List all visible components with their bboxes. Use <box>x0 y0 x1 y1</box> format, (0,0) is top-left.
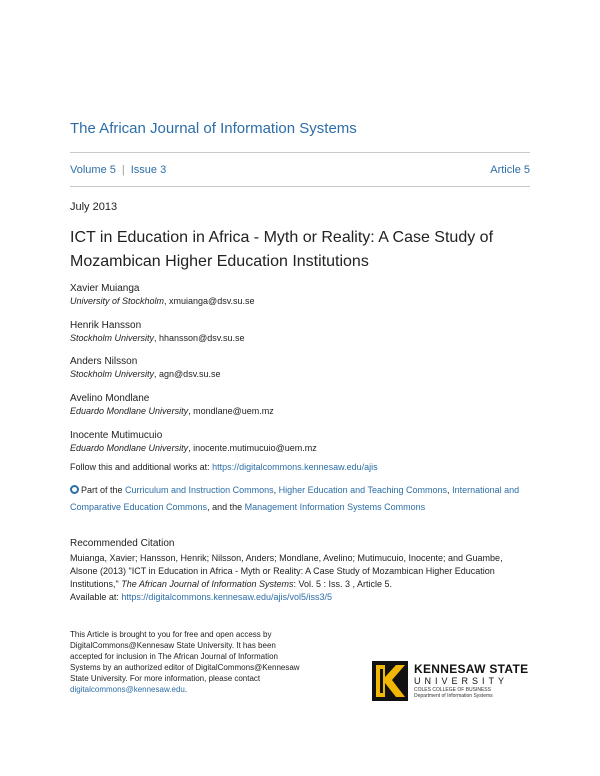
author-name: Anders Nilsson <box>70 356 138 367</box>
journal-title[interactable]: The African Journal of Information Systems <box>70 120 357 137</box>
affiliation-name: Stockholm University <box>70 369 155 379</box>
divider <box>70 152 530 153</box>
separator: , and the <box>207 502 245 512</box>
author-name: Xavier Muianga <box>70 283 140 294</box>
article-number[interactable]: Article 5 <box>490 164 530 176</box>
author-email: , agn@dsv.su.se <box>154 369 221 379</box>
author-block <box>70 319 245 345</box>
part-of-line <box>70 482 535 516</box>
author-name: Henrik Hansson <box>70 320 142 331</box>
logo-line-4: Department of Information Systems <box>414 693 493 699</box>
notice-end: . <box>184 685 188 694</box>
author-name: Inocente Mutimucuio <box>70 430 163 441</box>
author-name: Avelino Mondlane <box>70 393 150 404</box>
author-affiliation <box>70 405 274 418</box>
separator: , <box>447 485 453 495</box>
affiliation-name: Eduardo Mondlane University <box>70 443 189 453</box>
part-of-prefix: Part of the <box>81 485 126 495</box>
follow-line <box>70 462 378 472</box>
bepress-icon <box>70 485 79 494</box>
author-affiliation <box>70 442 317 455</box>
affiliation-name: Stockholm University <box>70 333 155 343</box>
notice-text: This Article is brought to you for free and open access by DigitalCommons@Kennesaw State University. It has been accepted for inclusion in The African Journal of Information Systems by an authorized editor of DigitalCommons@Kennesaw State University. For more information, please contact <box>70 630 300 683</box>
open-access-notice <box>70 629 305 695</box>
author-block <box>70 392 274 418</box>
citation-link[interactable]: https://digitalcommons.kennesaw.edu/ajis/vol5/iss3/5 <box>121 592 332 602</box>
author-affiliation <box>70 295 255 308</box>
kennesaw-logo <box>372 660 534 702</box>
issue-link[interactable]: Issue 3 <box>130 164 167 176</box>
volume-link[interactable]: Volume 5 <box>70 164 116 176</box>
publication-date: July 2013 <box>70 201 118 213</box>
volume-issue-line <box>70 164 166 176</box>
logo-line-3: COLES COLLEGE OF BUSINESS <box>414 687 491 693</box>
author-block <box>70 282 255 308</box>
affiliation-name: Eduardo Mondlane University <box>70 406 189 416</box>
author-email: , mondlane@uem.mz <box>188 406 274 416</box>
divider <box>70 186 530 187</box>
separator: , <box>273 485 279 495</box>
citation-volume: : Vol. 5 : Iss. 3 , Article 5. <box>293 579 393 589</box>
author-email: , hhansson@dsv.su.se <box>154 333 245 343</box>
follow-text: Follow this and additional works at: <box>70 462 213 472</box>
logo-line-1: KENNESAW STATE <box>414 662 529 676</box>
contact-email-link[interactable]: digitalcommons@kennesaw.edu <box>70 685 185 694</box>
author-block <box>70 355 221 381</box>
commons-link-higher-education[interactable]: Higher Education and Teaching Commons <box>278 485 448 495</box>
ksu-k-icon <box>372 661 408 701</box>
author-affiliation <box>70 332 245 345</box>
citation-authors-title: Muianga, Xavier; Hansson, Henrik; Nilsson, Anders; Mondlane, Avelino; Mutimucuio, Inocente; and Guambe, Alsone (2013) "ICT in Education in Africa - Myth or Reality: A Case Study of Mozambican Higher Education Institutions," <box>70 553 503 589</box>
commons-link-international-education[interactable]: International and Comparative Education Commons <box>70 485 520 512</box>
logo-wordmark <box>414 663 528 699</box>
author-block <box>70 429 317 455</box>
logo-line-2: UNIVERSITY <box>414 676 509 686</box>
commons-link-curriculum[interactable]: Curriculum and Instruction Commons <box>125 485 274 495</box>
commons-link-mis[interactable]: Management Information Systems Commons <box>244 502 426 512</box>
available-label: Available at: <box>70 592 122 602</box>
separator: | <box>121 164 125 176</box>
affiliation-name: University of Stockholm <box>70 296 165 306</box>
paper-title: ICT in Education in Africa - Myth or Reality: A Case Study of Mozambican Higher Education Institutions <box>70 229 494 270</box>
author-email: , xmuianga@dsv.su.se <box>164 296 255 306</box>
author-email: , inocente.mutimucuio@uem.mz <box>188 443 317 453</box>
repository-link[interactable]: https://digitalcommons.kennesaw.edu/ajis <box>212 462 378 472</box>
citation-journal: The African Journal of Information Systems <box>121 579 294 589</box>
citation-text <box>70 552 530 604</box>
author-affiliation <box>70 368 221 381</box>
recommended-citation-heading: Recommended Citation <box>70 538 175 549</box>
